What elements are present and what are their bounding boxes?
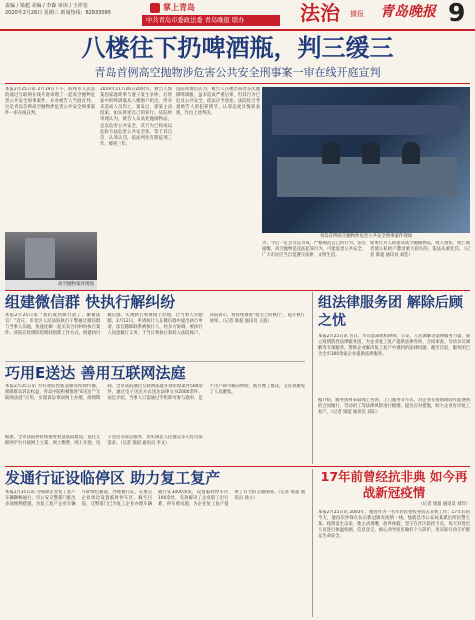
page-number: 9: [448, 0, 466, 27]
inset-photo-caption: 高空抛物案件现场: [5, 280, 97, 290]
section-subtitle: 播报: [350, 10, 364, 18]
headline-subtitle: 青岛首例高空抛物涉危害公共安全刑事案一审在线开庭宣判: [94, 66, 381, 79]
story1-col3: 法院审理后认为，被告人在楼层高处多次抛掷啤酒瓶，虽未造成严重后果，但其行为已危及公共安全，依法应予惩处。法院综合考量被告人的犯罪情节、认罪态度及悔罪表现，作出上述判决。: [176, 87, 260, 117]
section-rule: [5, 466, 470, 467]
banner-text: 中共青岛市委政法委 青岛晚报 联办: [146, 17, 245, 24]
story5-title: 17年前曾经抗非典 如今再战新冠疫情: [320, 469, 468, 500]
story1-col4: 为，今后一定会引以为戒，严格规范自己的行为。法官提醒，高空抛物是违法犯罪行为，可能危害公共安全，广大市民应当自觉遵守法律，文明生活。: [262, 241, 366, 259]
story3-body: 本报2月25日讯 近日，市司法局组织律师、公证、人民调解等法律服务力量，成立疫情防控法律服务团，为企业复工复产提供法律咨询、合同审查、劳动争议调解等专项服务，帮助企业解决复工复产中遇到的法律问题，截至目前，服务团已为全市300余家企业提供法律服务。: [318, 334, 470, 358]
header-rule: [0, 29, 475, 31]
story4-body2: 据悉，全市法院将持续推进智慧法院建设，依托互联网平台开展网上立案、网上缴费、网上开庭、电子送达等诉讼服务，切实满足人民群众多元化司法需求。（记者 梁超 通讯员 李文）: [5, 435, 203, 447]
app-logo-icon: [150, 3, 160, 13]
court-photo: [262, 87, 470, 233]
headline-rule: [5, 83, 470, 84]
story5-body: 本报2月25日讯 2003年，他曾作为一名年轻民警投身抗击非典工作；17年后的今天，他再次冲锋在抗击新冠肺炎疫情一线。他就是市公安局某派出所民警王某。疫情发生以来，他主动请缨，放弃休假，坚守在社区防控卡点，每天对进出人员进行体温检测、信息登记，耐心劝导居民做好个人防护，用实际行动守护群众生命安全。: [318, 510, 470, 540]
story6-body: 本报2月25日讯 为保障企业复工复产车辆顺畅通行，市公安交警部门推出多项便利措施，为复工复产企业车辆开辟绿色通道，办理通行证，在重点企业周边设置临时停车区。截至目前，交警部门已为复工企业办理车辆通行证3000余张，设置临时停车区100余处，有效解决了企业职工出行难、停车难问题，为企业复工复产提供了有力的交通保障。（记者 梁超 通讯员 孙立）: [5, 490, 305, 508]
editor-credits: [5, 3, 145, 17]
story1-col1: 本报2月25日讯 2月19日下午，胶州市人民法院通过互联网在线开庭审理了一起高空抛物危害公共安全刑事案件，并对被告人当庭宣判。这是青岛首例高空抛物涉危害公共安全刑事案件一审在线宣判。: [5, 87, 95, 117]
date-line: 2020年2月26日 星期三 新闻热线：82933095: [5, 10, 111, 16]
story6-title: 发通行证设临停区 助力复工复产: [5, 469, 221, 487]
story4-body: 本报2月25日讯 为有效防控新冠肺炎疫情传播，保障群众诉讼权益，青岛中院积极推进“E送达”“互联网法庭”应用，实现诉讼事项网上办理。疫情期间，全市法院通过互联网法庭开庭审理案件500余件，通过电子送达方式送达法律文书2000余件。法官介绍，当事人只需通过手机即可参与庭审，足不出户即可解决纠纷，既方便了群众，又有效避免了人员聚集。: [5, 384, 305, 402]
column-divider: [312, 292, 313, 464]
app-logo-text: 掌上青岛: [163, 3, 195, 12]
story3-body2: 据介绍，服务团将采取线上咨询、上门服务等方式，对企业在疫情期间可能遇到的合同履行、劳动用工等法律风险进行梳理，提出应对措施，助力企业有序复工复产。（记者 梁超 通讯员 刘东）: [318, 398, 470, 416]
story5-credit: （记者 梁超 通讯员 刘洋）: [418, 502, 470, 507]
story1-col2: 2019年11月26日20时许，被告人郭某因家庭琐事与妻子发生争吵，后将家中的啤酒瓶从八楼窗户扔出，所幸未造成人员伤亡。案发后，郭某主动投案，如实供述自己的罪行。法院经审理认为，被告人从高处抛掷物品，足以危害公共安全，其行为已构成以危险方法危害公共安全罪。鉴于其自首、认罪认罚，依法判处有期徒刑三年，缓刑三年。: [100, 87, 172, 147]
court-photo-caption: 青岛首例高空抛物涉危害公共安全刑事案件现场: [319, 234, 413, 239]
story2-body: 本报2月25日讯 “我们收到执行款了，谢谢法官！”近日，市北区人民法院执行干警通过微信群与当事人沟通，快速化解一起买卖合同纠纷执行案件。该院在疫情防控期间创新工作方式，组建执行微信群，实现执行事项线上办理，让当事人少跑腿。2月12日，申请执行人在微信群中提出执行申请，法官随即联系被执行人，经多方协调，被执行人同意履行义务，于当日将执行款转入法院账户。该院表示，将持续推进“指尖上的执行”，提升执行效率。（记者 梁超 通讯员 王波）: [5, 313, 305, 337]
editor-line: 责编 / 梁超 美编 / 李森 审读 / 王祥宽: [5, 3, 88, 9]
headline-title: 八楼往下扔啤酒瓶，判三缓三: [81, 34, 394, 62]
section-rule: [5, 361, 305, 362]
story4-title: 巧用E送达 善用互联网法庭: [5, 364, 186, 382]
section-rule: [5, 290, 470, 291]
judge-figure: [322, 142, 340, 164]
judge-figure: [362, 142, 380, 164]
story1-col5: 如果行为人故意从高空抛掷物品，致人重伤、死亡或者使公私财产遭受重大损失的，依法从重处罚。（记者 梁超 通讯员 刘佳）: [370, 241, 470, 259]
story2-title: 组建微信群 快执行解纠纷: [5, 293, 176, 311]
section-title: 法治: [300, 1, 340, 25]
inset-photo: [5, 232, 97, 290]
story3-title: 组法律服务团 解除后顾之忧: [318, 295, 463, 329]
court-screen: [272, 105, 460, 135]
column-divider: [312, 469, 313, 617]
inset-photo-figure: [25, 238, 55, 278]
judge-figure: [402, 142, 420, 164]
newspaper-name: 青岛晚报: [380, 4, 436, 20]
